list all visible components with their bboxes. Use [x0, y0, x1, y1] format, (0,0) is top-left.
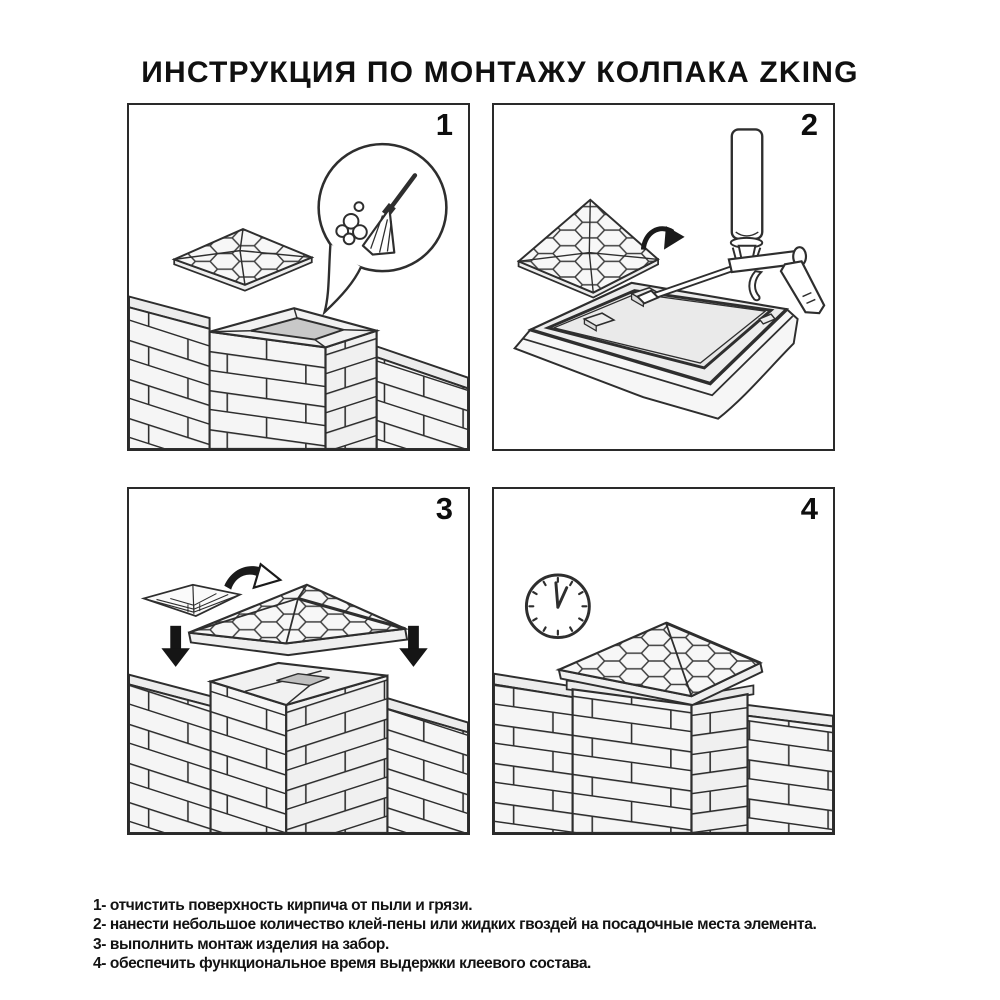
- brick-wall-right: [377, 346, 468, 449]
- page-title: ИНСТРУКЦИЯ ПО МОНТАЖУ КОЛПАКА ZKING: [141, 56, 859, 90]
- instruction-line: 1- отчистить поверхность кирпича от пыли и грязи.: [93, 897, 473, 914]
- foam-gun-icon: [637, 129, 824, 313]
- brick-wall-left: [129, 297, 210, 449]
- panel-step-1: [127, 103, 470, 451]
- clock-icon: [526, 575, 589, 638]
- step-number: 4: [800, 491, 818, 526]
- gun-handle: [781, 261, 824, 313]
- panel-grid: [127, 103, 835, 835]
- cap-underside-tray: [515, 283, 798, 419]
- brick-wall-right: [748, 705, 833, 833]
- panel-step-3: [127, 487, 470, 835]
- instruction-list: [93, 896, 816, 973]
- instruction-line: 2- нанести небольшое количество клей-пены или жидких гвоздей на посадочные места элемента.: [93, 916, 817, 934]
- brick-pillar: [211, 663, 388, 833]
- instruction-line: 3- выполнить монтаж изделия на забор.: [93, 935, 389, 953]
- step-number: 2: [800, 107, 818, 142]
- foam-canister: [732, 129, 762, 238]
- panel-step-4: [492, 487, 835, 835]
- brick-wall-left: [129, 675, 211, 833]
- panel-step-2: [492, 103, 835, 451]
- brick-wall-right: [387, 698, 468, 833]
- brick-pillar: [210, 308, 377, 449]
- step1-illustration: [129, 105, 468, 449]
- step3-illustration: [129, 489, 468, 833]
- brick-wall-left: [494, 674, 573, 833]
- step-number: 3: [435, 491, 453, 526]
- step-number: 1: [435, 107, 453, 142]
- step4-illustration: [494, 489, 833, 833]
- cap-element: [174, 229, 312, 291]
- inverted-cap-small: [144, 585, 240, 616]
- brick-pillar: [567, 681, 754, 833]
- flip-arrow-icon: [643, 226, 684, 249]
- step2-illustration: [494, 105, 833, 449]
- down-arrow-left-icon: [161, 626, 189, 667]
- instruction-line: 4- обеспечить функциональное время выдержки клеевого состава.: [93, 954, 591, 972]
- gun-trigger: [749, 271, 761, 300]
- flip-arrow-icon: [224, 564, 280, 589]
